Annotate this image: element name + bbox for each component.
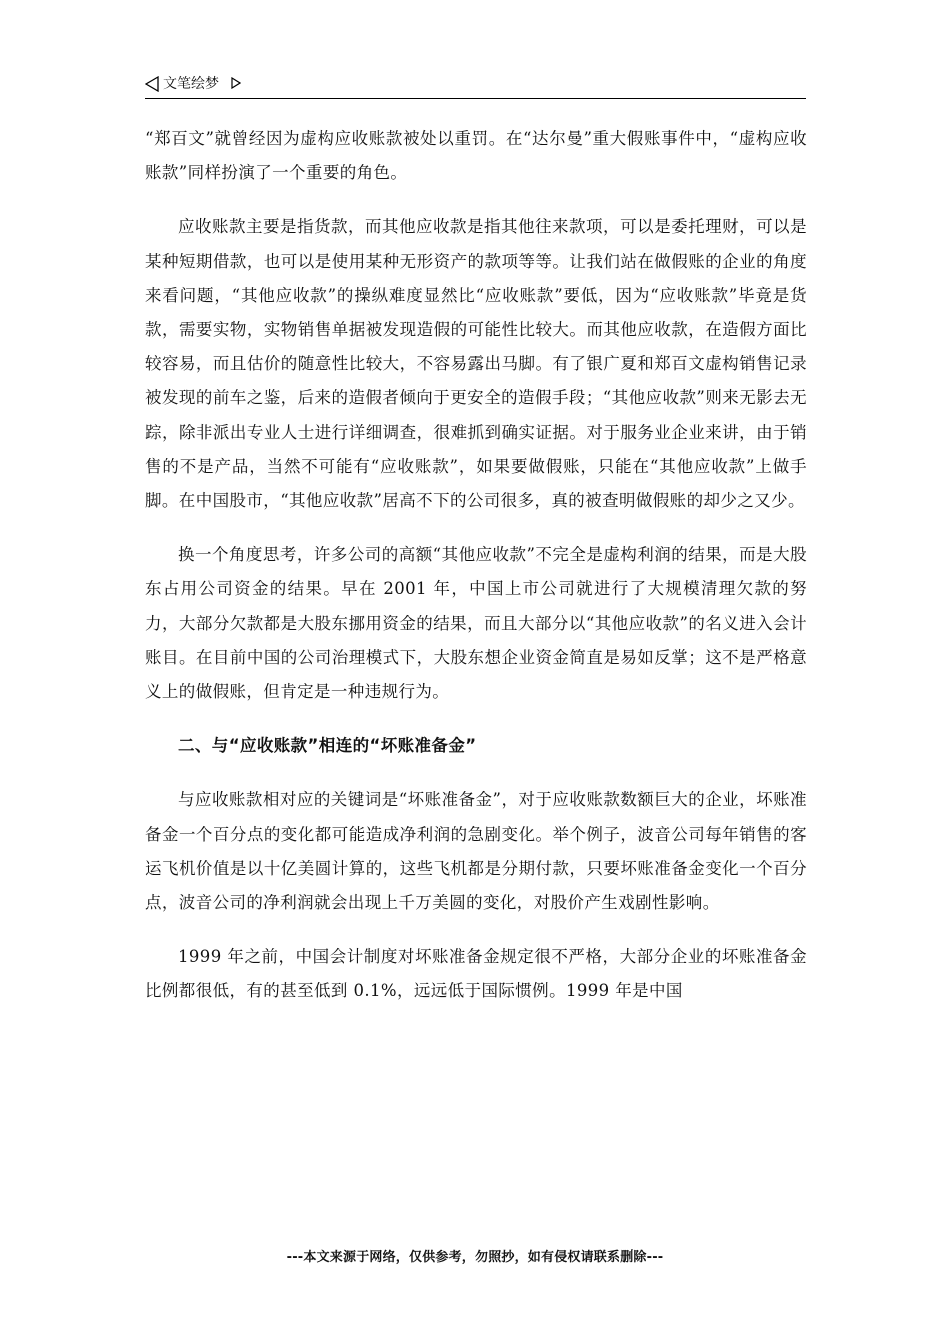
paragraph-1: “郑百文”就曾经因为虚构应收账款被处以重罚。在“达尔曼”重大假账事件中，“虚构应收账款”同样扮演了一个重要的角色。	[145, 129, 807, 183]
paragraph-3: 换一个角度思考，许多公司的高额“其他应收款”不完全是虚构利润的结果，而是大股东占用公司资金的结果。早在 2001 年，中国上市公司就进行了大规模清理欠款的努力，大部分欠款都是大股东挪用资金的结果，而且大部分以“其他应收款”的名义进入会计账目。在目前中国的公司治理模式下，大股东想企业资金简直是易如反掌；这不是严格意义上的做假账，但肯定是一种违规行为。	[145, 545, 807, 702]
triangle-left-icon	[145, 76, 159, 92]
footer-disclaimer: ---本文来源于网络，仅供参考，勿照抄，如有侵权请联系删除---	[286, 1250, 664, 1265]
paragraph-2: 应收账款主要是指货款，而其他应收款是指其他往来款项，可以是委托理财，可以是某种短期借款，也可以是使用某种无形资产的款项等等。让我们站在做假账的企业的角度来看问题，“其他应收款”的操纵难度显然比“应收账款”要低，因为“应收账款”毕竟是货款，需要实物，实物销售单据被发现造假的可能性比较大。而其他应收款，在造假方面比较容易，而且估价的随意性比较大，不容易露出马脚。有了银广夏和郑百文虚构销售记录被发现的前车之鉴，后来的造假者倾向于更安全的造假手段；“其他应收款”则来无影去无踪，除非派出专业人士进行详细调查，很难抓到确实证据。对于服务业企业来讲，由于销售的不是产品，当然不可能有“应收账款”，如果要做假账，只能在“其他应收款”上做手脚。在中国股市，“其他应收款”居高不下的公司很多，真的被查明做假账的却少之又少。	[145, 217, 807, 511]
document-body	[145, 122, 807, 1029]
page-header	[145, 74, 806, 99]
header-logo-text: 文笔绘梦	[163, 76, 219, 92]
section-heading: 二、与“应收账款”相连的“坏账准备金”	[178, 736, 477, 756]
paragraph-4: 与应收账款相对应的关键词是“坏账准备金”，对于应收账款数额巨大的企业，坏账准备金一个百分点的变化都可能造成净利润的急剧变化。举个例子，波音公司每年销售的客运飞机价值是以十亿美圆计算的，这些飞机都是分期付款，只要坏账准备金变化一个百分点，波音公司的净利润就会出现上千万美圆的变化，对股价产生戏剧性影响。	[145, 790, 807, 913]
paragraph-5: 1999 年之前，中国会计制度对坏账准备金规定很不严格，大部分企业的坏账准备金比例都很低，有的甚至低到 0.1%，远远低于国际惯例。1999 年是中国	[145, 947, 807, 1001]
triangle-right-icon	[231, 77, 241, 89]
